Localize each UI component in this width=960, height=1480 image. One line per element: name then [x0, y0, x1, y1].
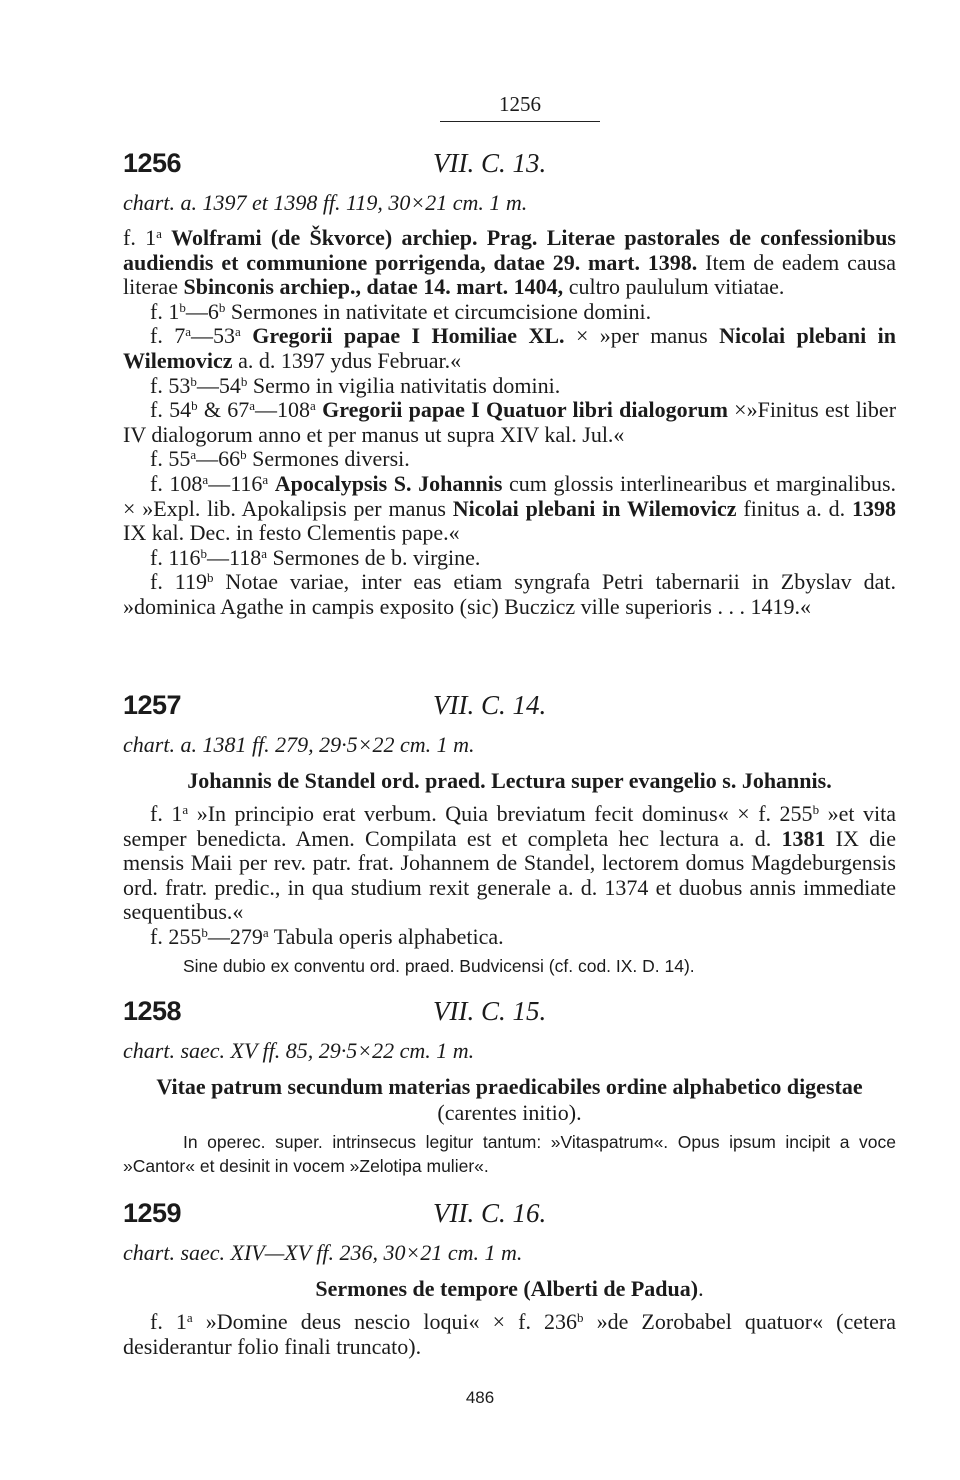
shelf-mark: VII. C. 15.	[433, 996, 547, 1026]
entry-note: In operec. super. intrinsecus legitur tantum: »Vitaspatrum«. Opus ipsum incipit a voce »Cantor« et desinit in vocem »Zelotipa mulier«.	[123, 1132, 896, 1176]
content-paragraph: f. 7$^a$—53$^a$ Gregorii papae I Homiliae XL. × »per manus Nicolai plebani in Wilemovicz a. d. 1397 ydus Februar.«	[123, 323, 897, 373]
content-paragraph: f. 1$^b$—6$^b$ Sermones in nativitate et circumcisione domini.	[150, 298, 652, 324]
entry-title: Johannis de Standel ord. praed. Lectura super evangelio s. Johannis.	[187, 768, 832, 793]
entry-header	[123, 994, 896, 1034]
shelf-mark: VII. C. 14.	[433, 690, 547, 720]
content-paragraph: f. 1$^a$ »In principio erat verbum. Quia breviatum fecit dominus« × f. 255$^b$ »et vita semper benedicta. Amen. Compilata est et completa hec lectura a. d. 1381 IX die mensis Maii per rev. patr. frat. Johannem de Standel, lectorem domus Magdeburgensis ord. fratr. predic., in qua studium rexit generale a. d. 1374 et duobus annis immediate sequentibus.«	[123, 801, 897, 925]
shelf-mark: VII. C. 16.	[433, 1198, 547, 1228]
catalog-entry-1259	[123, 1196, 896, 1359]
catalog-entry-1258	[123, 994, 896, 1178]
content-paragraph: f. 54$^b$ & 67$^a$—108$^a$ Gregorii papae I Quatuor libri dialogorum ×»Finitus est liber IV dialogorum anno et per manus ut supra XIV kal. Jul.«	[123, 397, 897, 447]
entry-title: Vitae patrum secundum materias praedicabiles ordine alphabetico digestae (carentes initio).	[156, 1074, 863, 1125]
entry-title: Sermones de tempore (Alberti de Padua).	[315, 1276, 704, 1301]
entry-header	[123, 1196, 896, 1236]
entry-number: 1258	[123, 996, 182, 1026]
content-paragraph: f. 108$^a$—116$^a$ Apocalypsis S. Johannis cum glossis interlinearibus et marginalibus. × »Expl. lib. Apokalipsis per manus Nicolai plebani in Wilemovicz finitus a. d. 1398 IX kal. Dec. in festo Clementis pape.«	[123, 470, 897, 546]
page-number: 486	[465, 1388, 495, 1407]
running-head: 1256	[440, 92, 600, 122]
entry-meta: chart. a. 1381 ff. 279, 29·5×22 cm. 1 m.	[123, 732, 475, 757]
entry-number: 1257	[123, 690, 182, 720]
entry-meta: chart. saec. XV ff. 85, 29·5×22 cm. 1 m.	[123, 1038, 475, 1063]
content-paragraph: f. 55$^a$—66$^b$ Sermones diversi.	[150, 446, 410, 472]
entry-meta: chart. a. 1397 et 1398 ff. 119, 30×21 cm. 1 m.	[123, 190, 528, 215]
entry-meta: chart. saec. XIV—XV ff. 236, 30×21 cm. 1 m.	[123, 1240, 523, 1265]
content-paragraph: f. 53$^b$—54$^b$ Sermo in vigilia nativitatis domini.	[150, 372, 561, 398]
entry-header	[123, 688, 896, 728]
content-paragraph: f. 116$^b$—118$^a$ Sermones de b. virgine.	[150, 544, 481, 570]
catalog-entry-1257	[123, 688, 896, 978]
content-paragraph: f. 119$^b$ Notae variae, inter eas etiam syngrafa Petri tabernarii in Zbyslav dat. »dominica Agathe in campis exposito (sic) Buczicz ville superioris . . . 1419.«	[123, 569, 896, 619]
entry-number: 1259	[123, 1198, 182, 1228]
catalog-entry-1256	[123, 146, 896, 620]
content-paragraph: f. 1$^a$ Wolframi (de Škvorce) archiep. Prag. Literae pastorales de confessionibus audiendis et communione porrigenda, datae 29. mart. 1398. Item de eadem causa literae Sbinconis archiep., datae 14. mart. 1404, cultro paululum vitiatae.	[123, 225, 896, 300]
entry-header	[123, 146, 896, 186]
entry-note: Sine dubio ex conventu ord. praed. Budvicensi (cf. cod. IX. D. 14).	[183, 955, 695, 976]
content-paragraph: f. 1$^a$ »Domine deus nescio loqui« × f. 236$^b$ »de Zorobabel quatuor« (cetera desiderantur folio finali truncato).	[123, 1309, 896, 1359]
content-paragraph: f. 255$^b$—279$^a$ Tabula operis alphabetica.	[150, 923, 504, 949]
entry-number: 1256	[123, 148, 182, 178]
shelf-mark: VII. C. 13.	[433, 148, 547, 178]
